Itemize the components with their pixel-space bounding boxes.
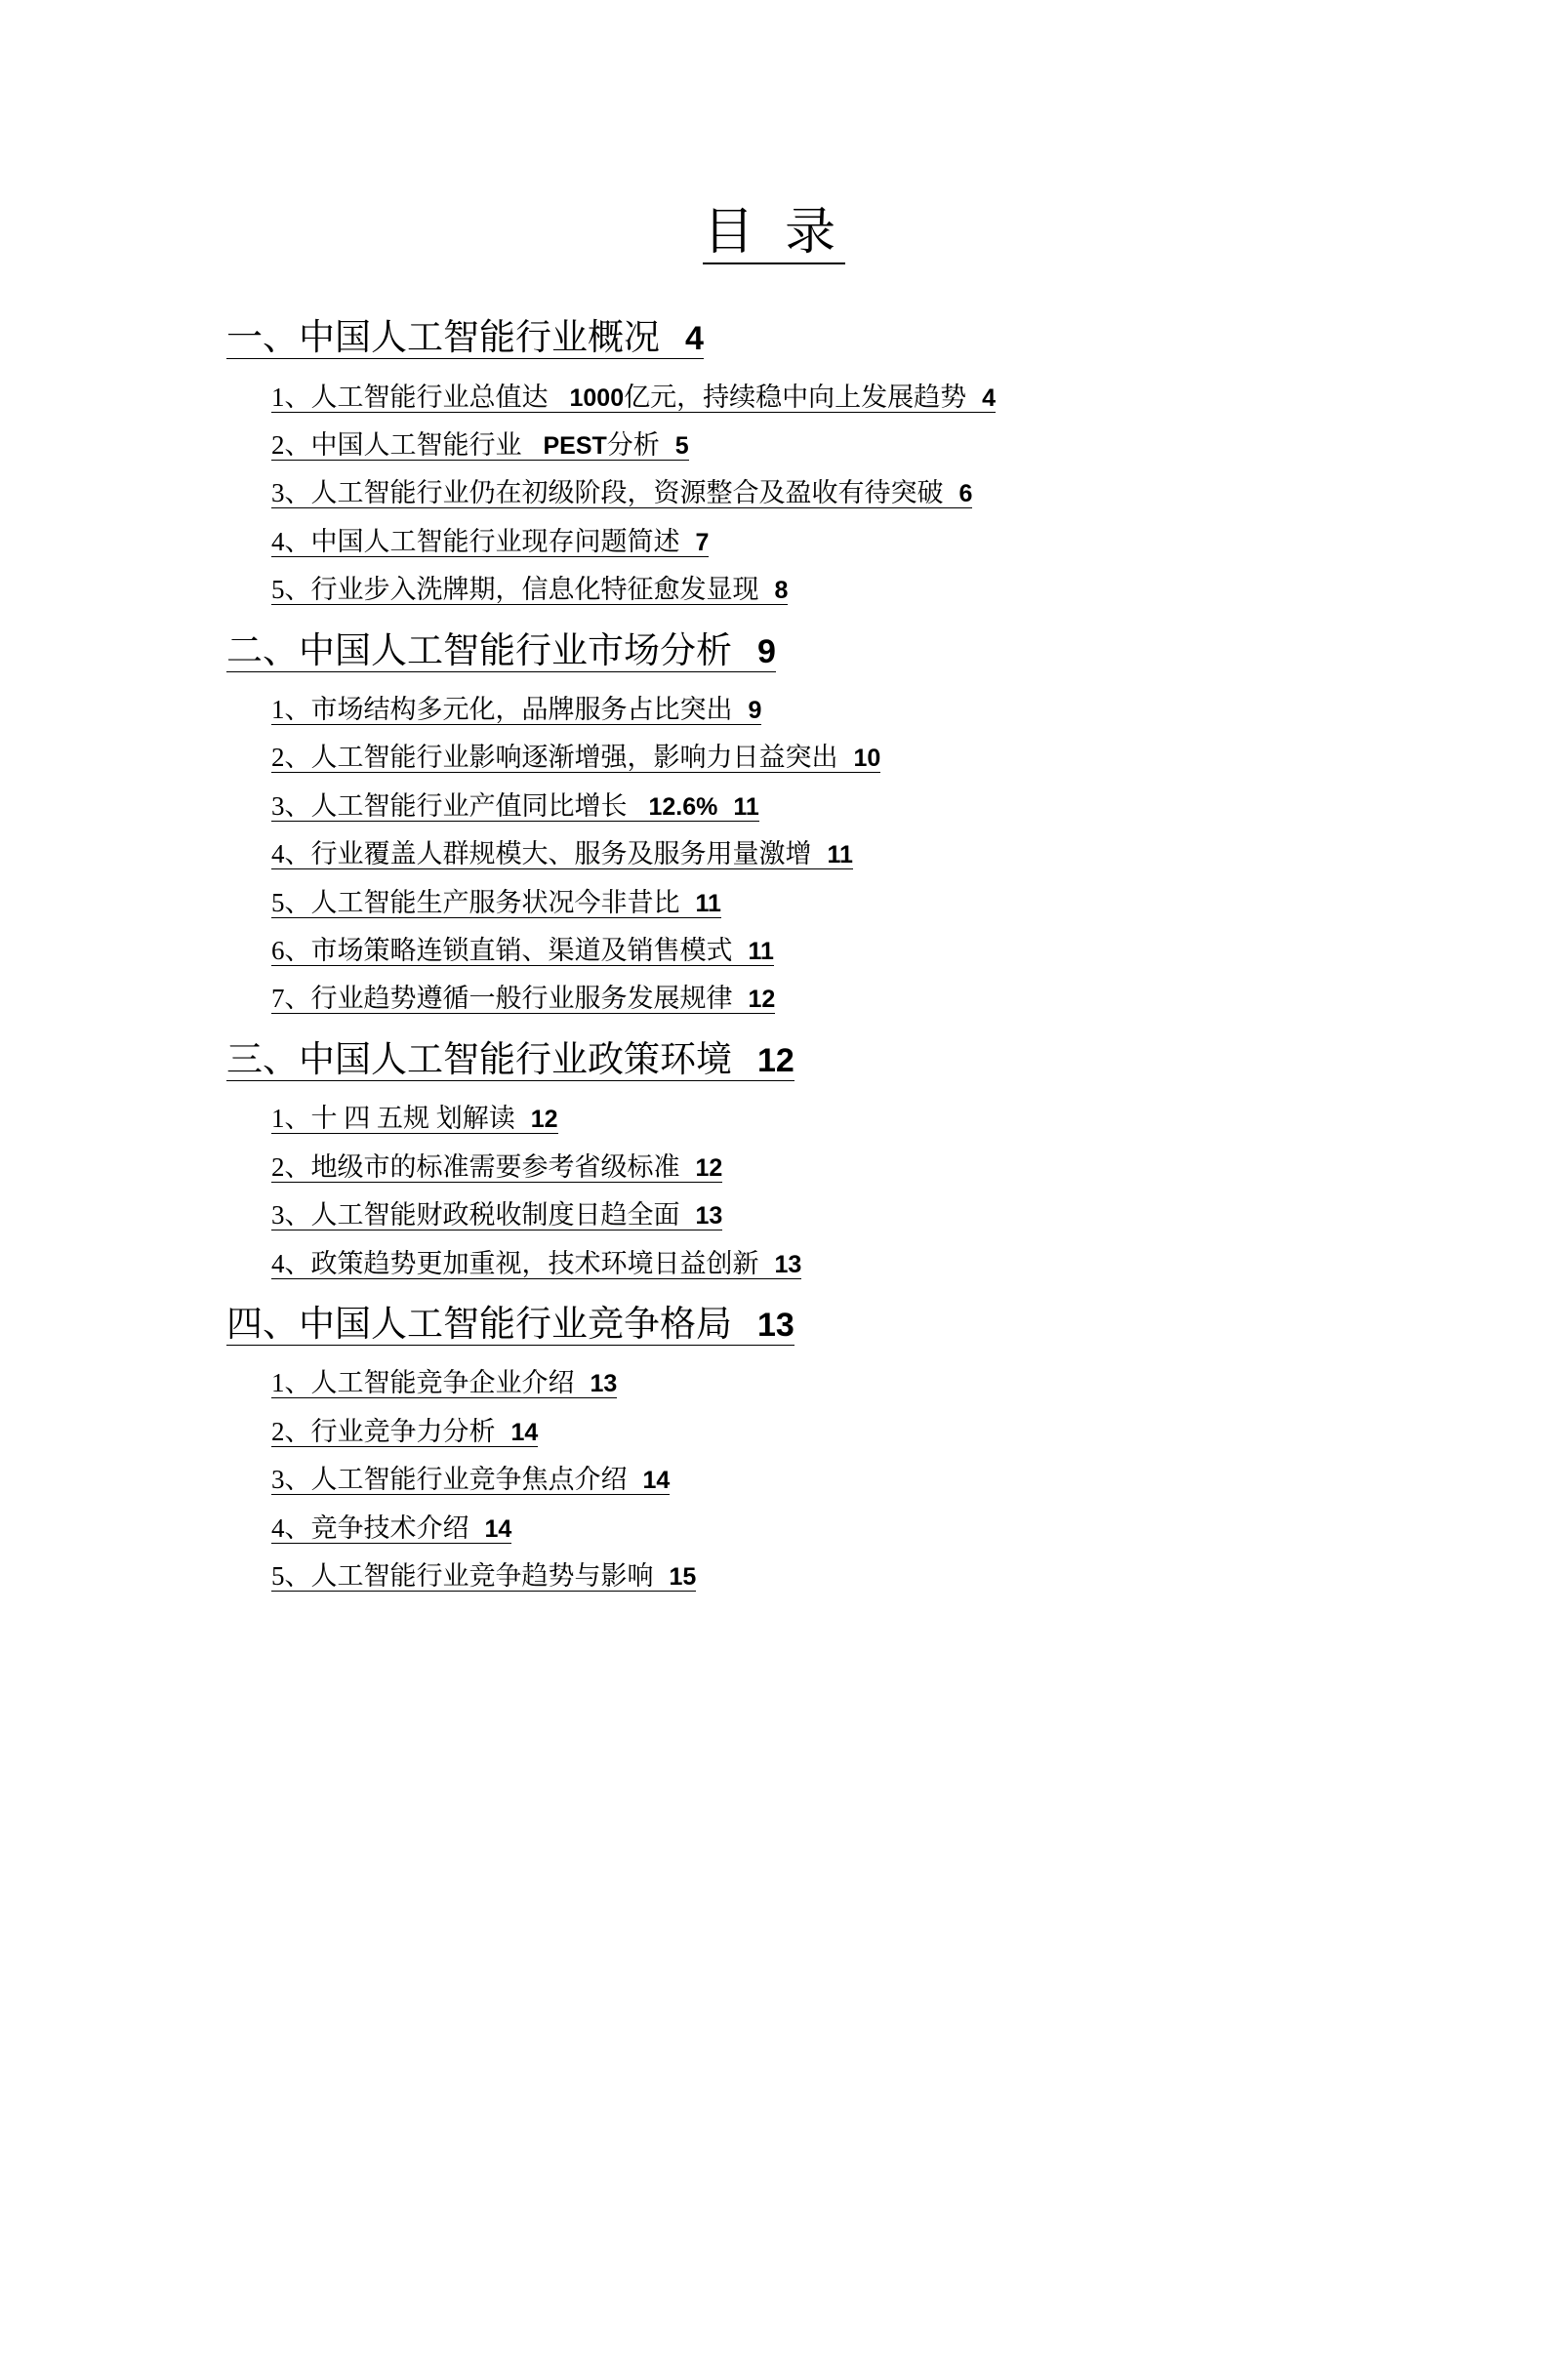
toc-page-number: 12 xyxy=(748,986,776,1014)
toc-entry-link[interactable] xyxy=(226,631,776,672)
toc-entry-label: 1、市场结构多元化，品牌服务占比突出 xyxy=(271,695,733,725)
toc-entry-link[interactable] xyxy=(271,743,880,773)
toc-page-number: 12 xyxy=(530,1106,558,1134)
toc-page-number: 9 xyxy=(757,632,776,670)
toc-entry-label-cont: 分析 xyxy=(606,429,660,460)
toc-heading[interactable] xyxy=(226,1040,1548,1082)
toc-page-number: 10 xyxy=(853,745,881,773)
toc-page-number: 6 xyxy=(958,480,973,508)
toc-entry-label-latin: 1000 xyxy=(569,383,625,412)
toc-entry-label: 7、行业趋势遵循一般行业服务发展规律 xyxy=(271,984,733,1014)
toc-page-number: 11 xyxy=(733,792,759,821)
toc-page-number: 15 xyxy=(669,1563,697,1591)
toc-item[interactable] xyxy=(271,382,1548,413)
toc-item[interactable] xyxy=(271,742,1548,773)
toc-entry-link[interactable] xyxy=(271,839,853,869)
toc-page-number: 4 xyxy=(982,383,997,412)
toc-entry-label-cont: 亿元，持续稳中向上发展趋势 xyxy=(624,382,967,412)
toc-page-number: 4 xyxy=(685,320,704,357)
toc-item[interactable] xyxy=(271,1560,1548,1592)
toc-entry-label: 1、十 四 五规 划解读 xyxy=(271,1104,515,1134)
toc-entry-link[interactable] xyxy=(271,936,774,966)
toc-entry-link[interactable] xyxy=(226,1305,794,1346)
table-of-contents xyxy=(0,318,1548,1592)
toc-entry-label: 2、中国人工智能行业 xyxy=(271,429,522,460)
toc-item[interactable] xyxy=(271,838,1548,869)
toc-entry-label: 2、行业竞争力分析 xyxy=(271,1416,496,1446)
toc-item[interactable] xyxy=(271,1151,1548,1183)
toc-item[interactable] xyxy=(271,887,1548,918)
toc-page-number: 14 xyxy=(510,1418,539,1446)
toc-item[interactable] xyxy=(271,574,1548,605)
toc-entry-label: 1、人工智能竞争企业介绍 xyxy=(271,1368,575,1398)
toc-item[interactable] xyxy=(271,526,1548,557)
toc-entry-label: 4、竞争技术介绍 xyxy=(271,1513,469,1543)
toc-entry-link[interactable] xyxy=(271,1561,696,1592)
toc-page-number: 14 xyxy=(484,1514,512,1543)
toc-entry-label: 一、中国人工智能行业概况 xyxy=(226,318,660,358)
toc-item[interactable] xyxy=(271,1464,1548,1495)
toc-entry-label: 4、行业覆盖人群规模大、服务及服务用量激增 xyxy=(271,839,812,869)
toc-entry-label: 1、人工智能行业总值达 xyxy=(271,382,549,412)
toc-page-number: 8 xyxy=(774,577,789,605)
toc-entry-label: 5、行业步入洗牌期，信息化特征愈发显现 xyxy=(271,575,759,605)
toc-page-number: 11 xyxy=(695,889,721,917)
toc-heading[interactable] xyxy=(226,631,1548,673)
toc-page-number: 13 xyxy=(695,1202,723,1230)
toc-page-number: 11 xyxy=(827,841,853,869)
toc-entry-link[interactable] xyxy=(271,383,996,413)
toc-entry-label: 5、人工智能行业竞争趋势与影响 xyxy=(271,1561,654,1591)
toc-item[interactable] xyxy=(271,1367,1548,1398)
toc-page-number: 12 xyxy=(695,1153,723,1182)
toc-entry-link[interactable] xyxy=(271,695,761,725)
toc-item[interactable] xyxy=(271,477,1548,508)
toc-page-number: 9 xyxy=(748,697,762,725)
toc-page-number: 7 xyxy=(695,528,710,556)
toc-entry-link[interactable] xyxy=(271,1465,670,1495)
toc-entry-label: 二、中国人工智能行业市场分析 xyxy=(226,630,732,671)
toc-item[interactable] xyxy=(271,429,1548,461)
toc-page-number: 12 xyxy=(757,1041,794,1079)
toc-entry-link[interactable] xyxy=(271,984,775,1014)
toc-item[interactable] xyxy=(271,1103,1548,1134)
toc-entry-label: 2、人工智能行业影响逐渐增强，影响力日益突出 xyxy=(271,743,838,773)
toc-entry-label: 3、人工智能行业竞争焦点介绍 xyxy=(271,1465,628,1495)
toc-item[interactable] xyxy=(271,694,1548,725)
toc-entry-label: 6、市场策略连锁直销、渠道及销售模式 xyxy=(271,936,733,965)
toc-item[interactable] xyxy=(271,1416,1548,1447)
toc-item[interactable] xyxy=(271,935,1548,966)
toc-item[interactable] xyxy=(271,983,1548,1014)
toc-entry-label-latin: PEST xyxy=(543,431,607,460)
toc-page-number: 5 xyxy=(674,431,689,460)
toc-page-number: 13 xyxy=(757,1306,794,1344)
toc-item[interactable] xyxy=(271,1513,1548,1544)
toc-entry-link[interactable] xyxy=(271,1368,617,1398)
toc-entry-label: 3、人工智能行业仍在初级阶段，资源整合及盈收有待突破 xyxy=(271,478,944,508)
toc-entry-link[interactable] xyxy=(226,318,704,359)
toc-entry-label: 4、政策趋势更加重视，技术环境日益创新 xyxy=(271,1248,759,1278)
toc-entry-link[interactable] xyxy=(271,1104,558,1134)
toc-page-number: 13 xyxy=(590,1370,618,1398)
toc-heading[interactable] xyxy=(226,1305,1548,1347)
toc-entry-link[interactable] xyxy=(226,1040,794,1081)
toc-entry-label: 2、地级市的标准需要参考省级标准 xyxy=(271,1151,680,1182)
toc-entry-link[interactable] xyxy=(271,575,788,605)
toc-entry-label: 三、中国人工智能行业政策环境 xyxy=(226,1039,732,1080)
toc-entry-label: 3、人工智能行业产值同比增长 xyxy=(271,790,628,821)
page-title-text: 目 录 xyxy=(703,205,844,264)
toc-entry-link[interactable] xyxy=(271,1249,801,1279)
toc-page-number: 13 xyxy=(774,1250,802,1278)
toc-entry-link[interactable] xyxy=(271,1417,538,1447)
toc-entry-label: 5、人工智能生产服务状况今非昔比 xyxy=(271,887,680,917)
toc-item[interactable] xyxy=(271,1199,1548,1230)
toc-page-number: 11 xyxy=(748,938,774,965)
toc-entry-link[interactable] xyxy=(271,1513,511,1544)
toc-entry-link[interactable] xyxy=(271,478,972,508)
toc-page-number: 14 xyxy=(642,1467,671,1495)
toc-heading[interactable] xyxy=(226,318,1548,360)
toc-item[interactable] xyxy=(271,1248,1548,1279)
toc-entry-link[interactable] xyxy=(271,1152,722,1183)
toc-entry-label: 4、中国人工智能行业现存问题简述 xyxy=(271,526,680,556)
toc-entry-label-latin: 12.6% xyxy=(648,792,718,821)
document-page xyxy=(0,190,1548,2380)
toc-entry-label: 3、人工智能财政税收制度日趋全面 xyxy=(271,1200,680,1230)
page-title xyxy=(0,190,1548,263)
toc-entry-label: 四、中国人工智能行业竞争格局 xyxy=(226,1304,732,1345)
toc-entry-link[interactable] xyxy=(271,430,689,461)
toc-entry-link[interactable] xyxy=(271,527,709,557)
toc-entry-link[interactable] xyxy=(271,888,721,918)
toc-entry-link[interactable] xyxy=(271,791,759,822)
toc-item[interactable] xyxy=(271,790,1548,822)
toc-entry-link[interactable] xyxy=(271,1200,722,1230)
